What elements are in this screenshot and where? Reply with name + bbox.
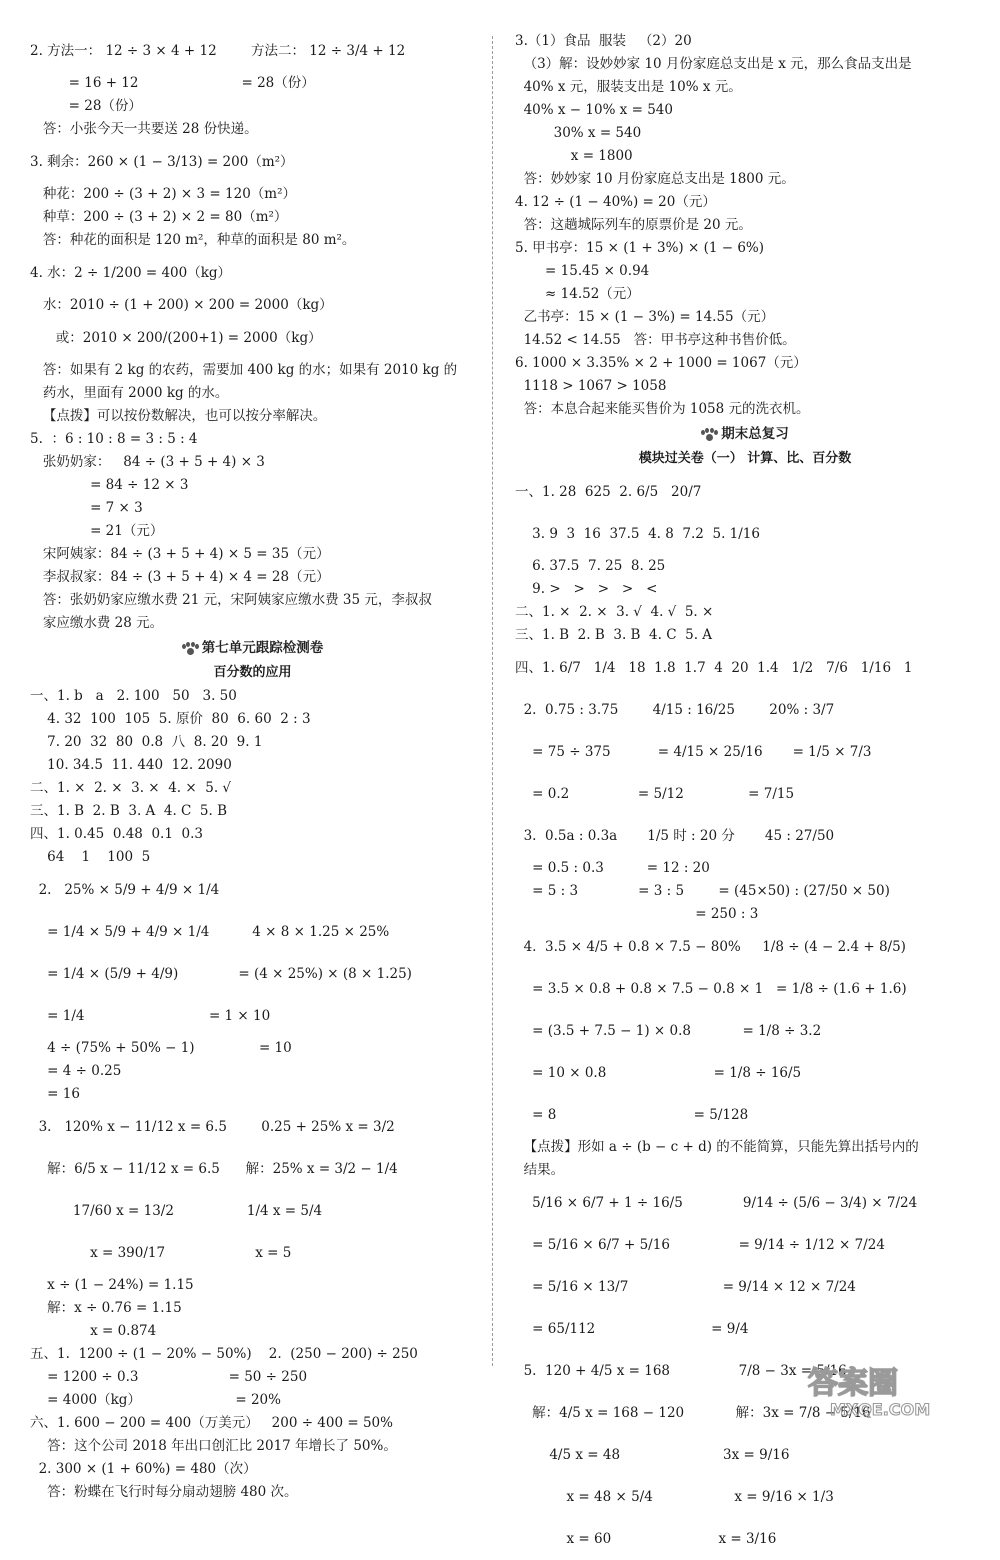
answer-line [30,1343,475,1366]
answer-line [30,953,475,995]
answer-line-text: 三、1. B 2. B 3. B 4. C 5. A [515,627,713,643]
watermark-url: MXQE.COM [830,1400,931,1419]
answer-line [30,1458,475,1481]
answer-line-text: ≈ 14.52（元） [515,286,640,302]
answer-line [30,731,475,754]
answer-line-text: 5. 120 + 4/5 x = 168 7/8 − 3x = 5/16 [515,1363,847,1379]
answer-line [30,1083,475,1106]
answer-line-text: 答：如果有 2 kg 的农药，需要加 400 kg 的水；如果有 2010 kg 的 [30,362,458,378]
answer-line-text: 张奶奶家： 84 ÷ (3 + 5 + 4) × 3 [30,454,265,470]
answer-line-text: 六、1. 600 − 200 = 400（万美元） 200 ÷ 400 = 50% [30,1415,393,1431]
answer-line [30,229,475,252]
answer-line-text: 14.52 < 14.55 答：甲书亭这种书售价低。 [515,332,796,348]
answer-line-text: = 5/16 × 6/7 + 5/16 = 9/14 ÷ 1/12 × 7/24 [515,1237,885,1253]
answer-line [30,1297,475,1320]
answer-line [515,773,975,815]
answer-line-text: = 0.2 = 5/12 = 7/15 [515,786,795,802]
answer-line-text: 或：2010 × 200/(200+1) = 2000（kg） [30,330,322,346]
answer-line-text: x = 1800 [515,148,633,164]
answer-line-text: = 5 : 3 = 3 : 5 = (45×50) : (27/50 × 50) [515,883,890,899]
answer-line-text: 40% x 元，服装支出是 10% x 元。 [515,79,742,95]
answer-line-text: 6. 1000 × 3.35% × 2 + 1000 = 1067（元） [515,355,807,371]
answer-line [515,1052,975,1094]
answer-line [30,823,475,846]
answer-line-text: = 8 = 5/128 [515,1107,749,1123]
answer-line-text: 4. 水：2 ÷ 1/200 = 400（kg） [30,265,232,281]
answer-line [515,53,975,76]
answer-line-text: 答：这个公司 2018 年出口创汇比 2017 年增长了 50%。 [30,1438,397,1454]
answer-line [30,1412,475,1435]
answer-line-text: 乙书亭：15 × (1 − 3%) = 14.55（元） [515,309,775,325]
answer-line-text: x = 0.874 [30,1323,157,1339]
answer-line-text: 3.（1）食品 服装 （2）20 [515,33,692,49]
answer-line [515,624,975,647]
answer-line [515,857,975,880]
answer-line [30,1037,475,1060]
answer-line-text: 2. 25% × 5/9 + 4/9 × 1/4 [30,882,220,898]
answer-line-text: 二、1. × 2. × 3. √ 4. √ 5. × [515,604,714,620]
answer-line [30,1366,475,1389]
answer-line-text: 2. 0.75 : 3.75 4/15 : 16/25 20% : 3/7 [515,702,835,718]
paw-icon [701,428,717,442]
answer-line-text: = 5/16 × 13/7 = 9/14 × 12 × 7/24 [515,1279,856,1295]
answer-line-text: 4. 12 ÷ (1 − 40%) = 20（元） [515,194,716,210]
answer-line-text: 5. 甲书亭：15 × (1 + 3%) × (1 − 6%) [515,240,765,256]
answer-line-text: = 10 × 0.8 = 1/8 ÷ 16/5 [515,1065,802,1081]
answer-line-text: （3）解：设妙妙家 10 月份家庭总支出是 x 元，那么食品支出是 [515,56,912,72]
answer-line-text: = 75 ÷ 375 = 4/15 × 25/16 = 1/5 × 7/3 [515,744,872,760]
answer-line [30,183,475,206]
answer-line-text: 答：妙妙家 10 月份家庭总支出是 1800 元。 [515,171,795,187]
column-divider [492,36,493,1366]
left-column [30,30,475,1504]
answer-line [515,145,975,168]
answer-line-text: 5. ：6 : 10 : 8 = 3 : 5 : 4 [30,431,198,447]
answer-line-text: 答：这趟城际列车的原票价是 20 元。 [515,217,752,233]
answer-line-text: = 4 ÷ 0.25 [30,1063,122,1079]
answer-line-text: x ÷ (1 − 24%) = 1.15 [30,1277,194,1293]
answer-line [30,95,475,118]
answer-line [30,428,475,451]
answer-line-text: 答：小张今天一共要送 28 份快递。 [30,121,258,137]
answer-line [30,1190,475,1232]
answer-line-text: 二、1. × 2. × 3. × 4. × 5. √ [30,780,232,796]
answer-line [30,1148,475,1190]
answer-line-text: 7. 20 32 80 0.8 八 8. 20 9. 1 [30,734,263,750]
answer-line-text: 4 ÷ (75% + 50% − 1) = 10 [30,1040,292,1056]
answer-line-text: = 0.5 : 0.3 = 12 : 20 [515,860,710,876]
answer-line-text: 6. 37.5 7. 25 8. 25 [515,558,666,574]
answer-line-text: x = 390/17 x = 5 [30,1245,292,1261]
answer-line [515,168,975,191]
answer-line [515,926,975,968]
answer-line-text: 一、1. b a 2. 100 50 3. 50 [30,688,237,704]
answer-line-text: = 21（元） [30,523,164,539]
answer-line-text: 家应缴水费 28 元。 [30,615,164,631]
answer-line [30,1389,475,1412]
answer-line [515,1266,975,1308]
answer-line [515,122,975,145]
answer-line [515,601,975,624]
answer-line [515,647,975,689]
answer-line [30,777,475,800]
right-column [515,30,975,1560]
watermark-logo [800,1359,990,1419]
answer-line [30,543,475,566]
answer-line-text: 3. 120% x − 11/12 x = 6.5 0.25 + 25% x = 3/2 [30,1119,395,1135]
answer-line [30,72,475,95]
answer-line [515,283,975,306]
section-title-text: 第七单元跟踪检测卷 [201,640,324,656]
section-title [515,421,975,447]
answer-line [515,352,975,375]
answer-line [30,405,475,428]
answer-line [515,578,975,601]
answer-line [515,903,975,926]
answer-line-text: = 1200 ÷ 0.3 = 50 ÷ 250 [30,1369,308,1385]
answer-line-text: 结果。 [515,1162,565,1178]
answer-line-text: 1118 > 1067 > 1058 [515,378,667,394]
answer-line [515,513,975,555]
answer-line-text: 答：本息合起来能买售价为 1058 元的洗衣机。 [515,401,810,417]
answer-line-text: 3. 0.5a : 0.3a 1/5 时 : 20 分 45 : 27/50 [515,828,835,844]
answer-line [30,497,475,520]
answer-line-text: 【点拨】形如 a ÷ (b − c + d) 的不能简算，只能先算出括号内的 [515,1139,919,1155]
answer-line [30,1320,475,1343]
answer-line [30,612,475,635]
answer-line [515,1182,975,1224]
answer-line-text: 一、1. 28 625 2. 6/5 20/7 [515,484,702,500]
answer-line [30,708,475,731]
answer-line [515,555,975,578]
answer-line [30,1274,475,1297]
answer-line [515,99,975,122]
answer-line-text: 4/5 x = 48 3x = 9/16 [515,1447,790,1463]
answer-line-text: 3. 剩余：260 × (1 − 3/13) = 200（m²） [30,154,294,170]
answer-line-text: 水：2010 ÷ (1 + 200) × 200 = 2000（kg） [30,297,333,313]
answer-line-text: 种草：200 ÷ (3 + 2) × 2 = 80（m²） [30,209,288,225]
answer-line-text: 30% x = 540 [515,125,642,141]
answer-line-text: 9. > > > > < [515,581,658,597]
answer-line [515,306,975,329]
answer-line-text: 李叔叔家：84 ÷ (3 + 5 + 4) × 4 = 28（元） [30,569,330,585]
answer-line-text: x = 48 × 5/4 x = 9/16 × 1/3 [515,1489,834,1505]
answer-line [30,685,475,708]
section-subtitle [30,661,475,685]
answer-line-text: x = 60 x = 3/16 [515,1531,777,1547]
paw-icon [182,642,198,656]
answer-line-text: = 4000（kg） = 20% [30,1392,281,1408]
answer-line [515,1518,975,1560]
section-subtitle [515,447,975,471]
answer-line [515,1224,975,1266]
answer-line [30,589,475,612]
answer-line [30,294,475,317]
answer-line-text: = 28（份） [30,98,142,114]
answer-line [30,1481,475,1504]
answer-line-text: 4. 3.5 × 4/5 + 0.8 × 7.5 − 80% 1/8 ÷ (4 − 2.4 + 8/5) [515,939,906,955]
answer-line-text: 5/16 × 6/7 + 1 ÷ 16/5 9/14 ÷ (5/6 − 3/4) × 7/24 [515,1195,918,1211]
answer-line [30,1232,475,1274]
answer-line [515,237,975,260]
answer-line [30,359,475,382]
answer-line-text: 【点拨】可以按份数解决，也可以按分率解决。 [30,408,327,424]
answer-line [515,815,975,857]
answer-line [515,968,975,1010]
answer-line [30,317,475,359]
watermark-text: 答案圈 [808,1366,898,1401]
answer-line-text: 药水，里面有 2000 kg 的水。 [30,385,229,401]
answer-line-text: 种花：200 ÷ (3 + 2) × 3 = 120（m²） [30,186,296,202]
section-subtitle-text: 百分数的应用 [213,665,292,680]
answer-line-text: 2. 300 × (1 + 60%) = 480（次） [30,1461,257,1477]
answer-line-text: 四、1. 0.45 0.48 0.1 0.3 [30,826,203,842]
answer-line [515,260,975,283]
answer-line [30,118,475,141]
answer-line [30,1106,475,1148]
answer-line-text: = 16 [30,1086,80,1102]
answer-line [30,451,475,474]
answer-line-text: 答：粉蝶在飞行时每分扇动翅膀 480 次。 [30,1484,298,1500]
answer-line [515,1434,975,1476]
answer-line [515,1136,975,1159]
answer-line [30,474,475,497]
answer-line [515,214,975,237]
answer-line-text: = 84 ÷ 12 × 3 [30,477,189,493]
answer-line [515,1476,975,1518]
answer-line-text: = 1/4 = 1 × 10 [30,1008,271,1024]
answer-line [30,1060,475,1083]
section-subtitle-text: 模块过关卷（一） 计算、比、百分数 [638,451,852,466]
answer-line-text: 答：种花的面积是 120 m²，种草的面积是 80 m²。 [30,232,356,248]
answer-line [30,1435,475,1458]
answer-line-text: 64 1 100 5 [30,849,151,865]
answer-line [30,846,475,869]
answer-line [515,191,975,214]
answer-line [515,1094,975,1136]
answer-line-text: 解：4/5 x = 168 − 120 解：3x = 7/8 − 5/16 [515,1405,871,1421]
answer-line-text: = 1/4 × (5/9 + 4/9) = (4 × 25%) × (8 × 1.25) [30,966,412,982]
answer-line [30,911,475,953]
answer-line [515,375,975,398]
answer-line [515,880,975,903]
answer-line [30,869,475,911]
answer-line [515,1159,975,1182]
answer-line [30,252,475,294]
answer-line-text: 10. 34.5 11. 440 12. 2090 [30,757,232,773]
section-title-text: 期末总复习 [721,426,789,442]
answer-line-text: = 3.5 × 0.8 + 0.8 × 7.5 − 0.8 × 1 = 1/8 ÷ (1.6 + 1.6) [515,981,907,997]
answer-line-text: 解：x ÷ 0.76 = 1.15 [30,1300,182,1316]
answer-line-text: 40% x − 10% x = 540 [515,102,673,118]
answer-line [30,800,475,823]
answer-line [30,206,475,229]
answer-line-text: = 250 : 3 [515,906,759,922]
answer-line [30,382,475,405]
answer-line-text: 答：张奶奶家应缴水费 21 元，宋阿姨家应缴水费 35 元，李叔叔 [30,592,432,608]
answer-line-text: 三、1. B 2. B 3. A 4. C 5. B [30,803,228,819]
answer-line-text: = 7 × 3 [30,500,143,516]
answer-line [30,30,475,72]
answer-line [515,689,975,731]
answer-line-text: 解：6/5 x − 11/12 x = 6.5 解：25% x = 3/2 − 1/4 [30,1161,398,1177]
answer-line-text: 3. 9 3 16 37.5 4. 8 7.2 5. 1/16 [515,526,760,542]
answer-line [515,731,975,773]
answer-line-text: = 16 + 12 = 28（份） [30,75,315,91]
answer-line-text: = 15.45 × 0.94 [515,263,650,279]
answer-line [515,30,975,53]
answer-line-text: = (3.5 + 7.5 − 1) × 0.8 = 1/8 ÷ 3.2 [515,1023,822,1039]
answer-line [30,995,475,1037]
answer-line [515,398,975,421]
answer-line [515,329,975,352]
answer-line [30,520,475,543]
answer-line-text: 四、1. 6/7 1/4 18 1.8 1.7 4 20 1.4 1/2 7/6 1/16 1 [515,660,913,676]
answer-line [515,76,975,99]
answer-line [515,1308,975,1350]
answer-line [30,141,475,183]
answer-line-text: 17/60 x = 13/2 1/4 x = 5/4 [30,1203,323,1219]
section-title [30,635,475,661]
answer-line-text: 宋阿姨家：84 ÷ (3 + 5 + 4) × 5 = 35（元） [30,546,330,562]
answer-line [515,1010,975,1052]
answer-line-text: = 65/112 = 9/4 [515,1321,749,1337]
answer-line-text: 五、1. 1200 ÷ (1 − 20% − 50%) 2. (250 − 200) ÷ 250 [30,1346,418,1362]
answer-line-text: 2. 方法一： 12 ÷ 3 × 4 + 12 方法二： 12 ÷ 3/4 + 12 [30,43,406,59]
answer-line [30,754,475,777]
answer-line [515,471,975,513]
answer-line [30,566,475,589]
answer-line-text: 4. 32 100 105 5. 原价 80 6. 60 2 : 3 [30,711,311,727]
answer-line-text: = 1/4 × 5/9 + 4/9 × 1/4 4 × 8 × 1.25 × 25% [30,924,390,940]
